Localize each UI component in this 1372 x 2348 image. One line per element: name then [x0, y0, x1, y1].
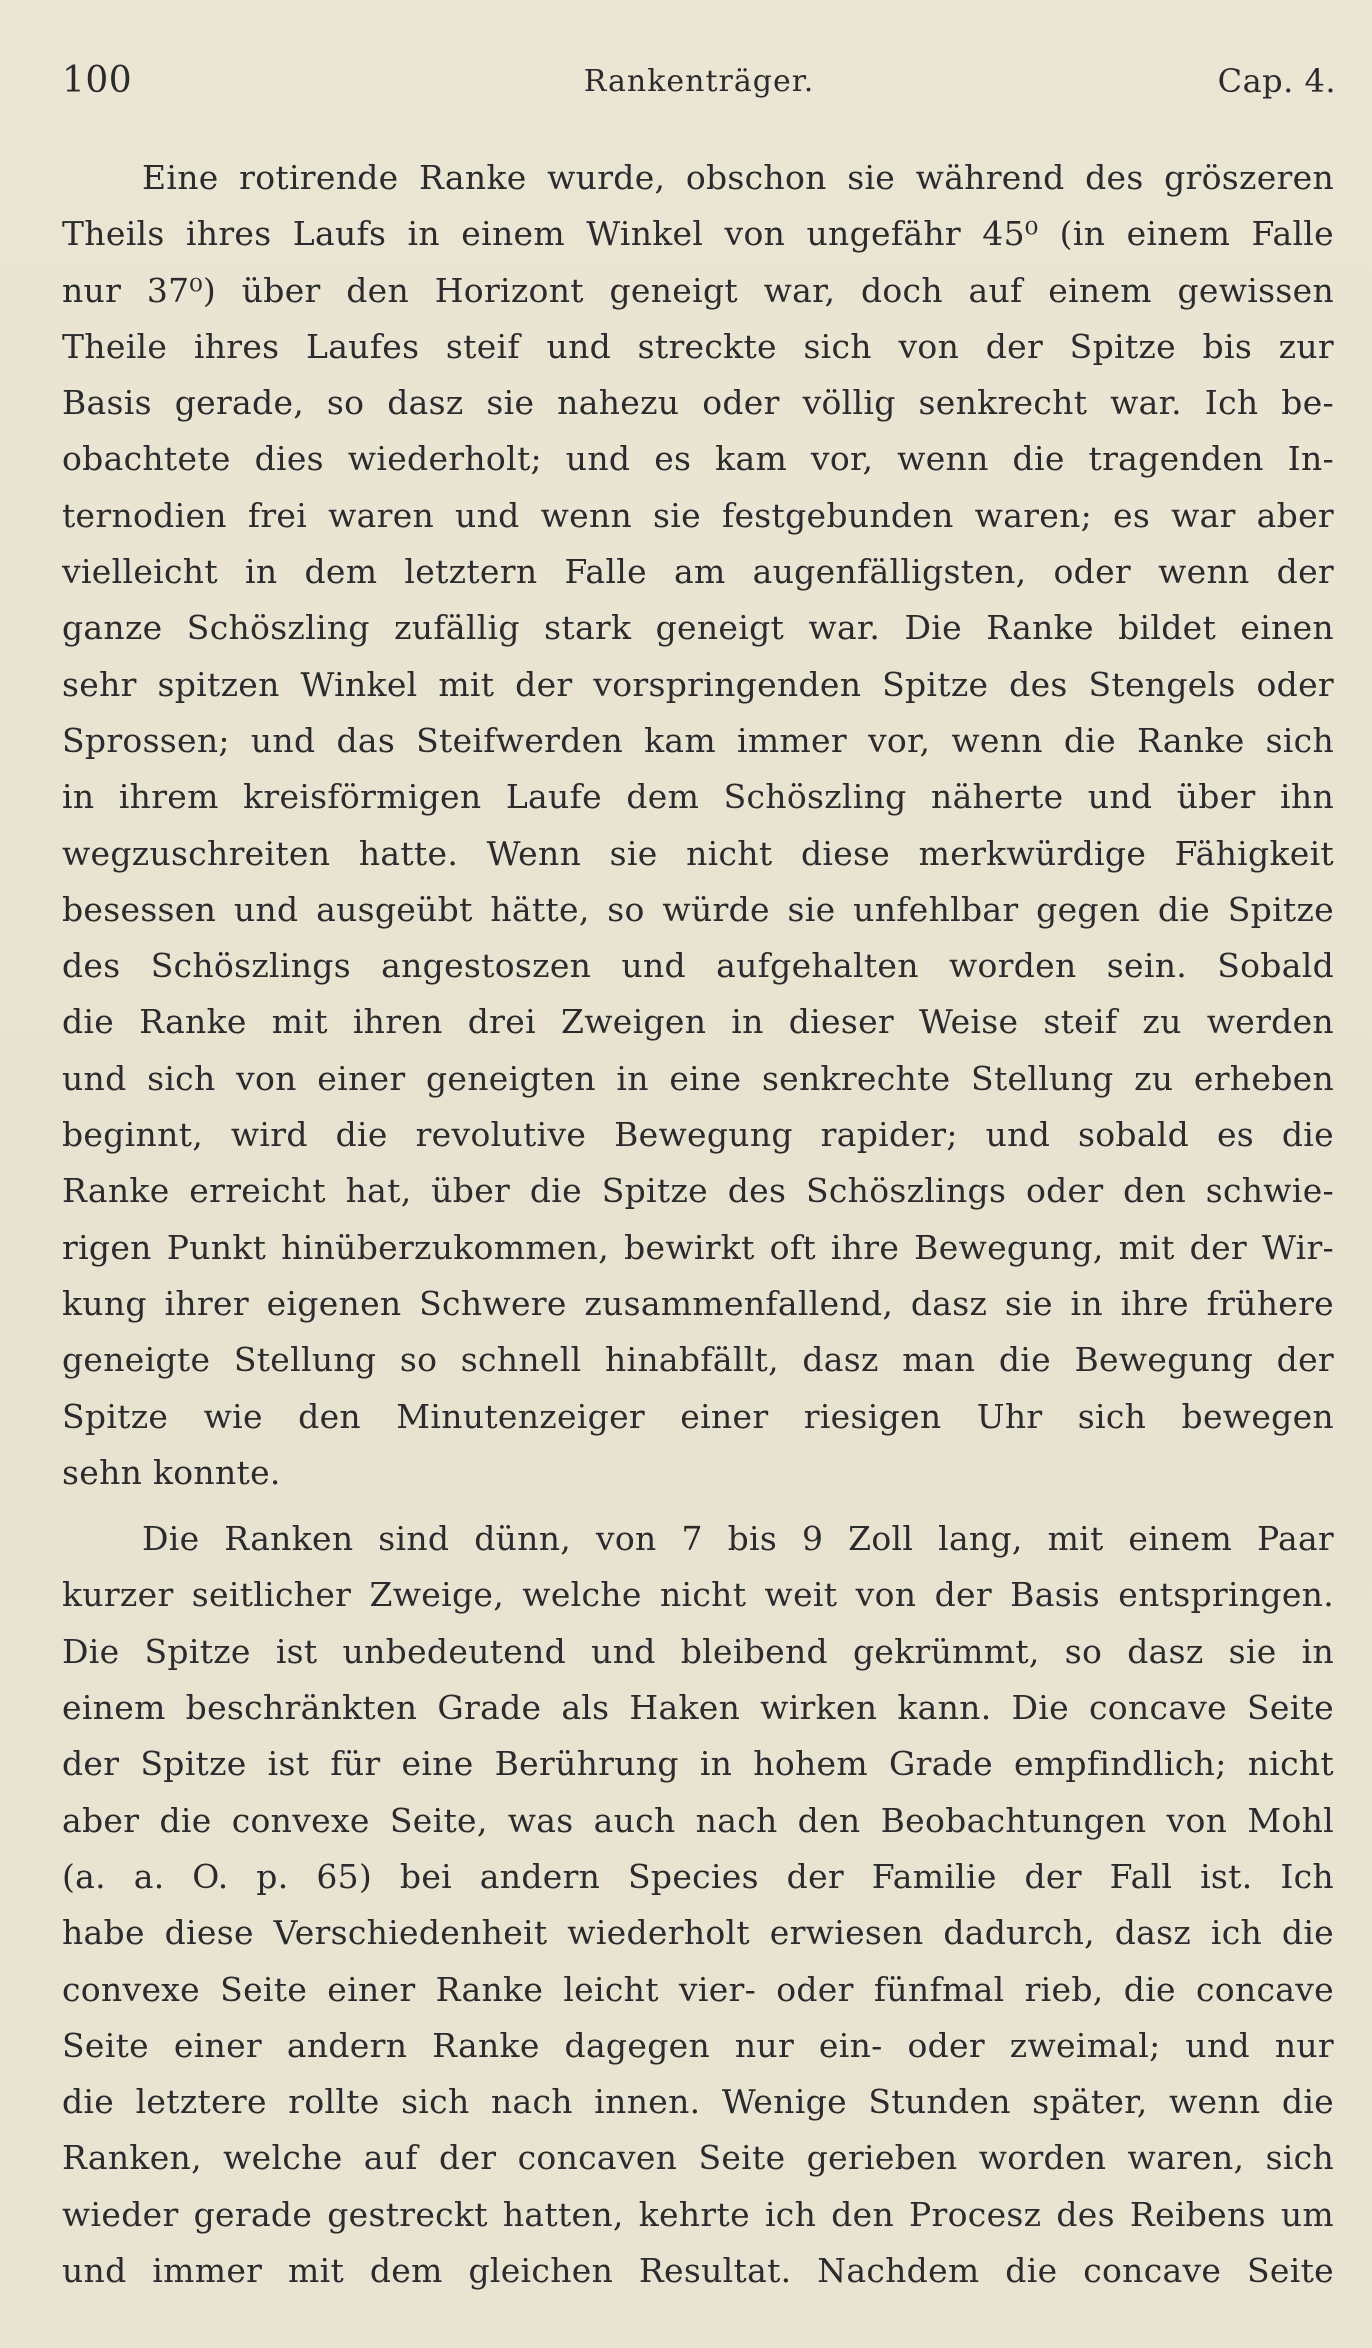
text-line: die Ranke mit ihren drei Zweigen in dieser Weise steif zu werden	[62, 1002, 1334, 1042]
text-line: Seite einer andern Ranke dagegen nur ein- oder zweimal; und nur	[62, 2025, 1334, 2065]
text-line: (a. a. O. p. 65) bei andern Species der Familie der Fall ist. Ich	[62, 1856, 1334, 1896]
text-line: einem beschränkten Grade als Haken wirken kann. Die concave Seite	[62, 1688, 1334, 1728]
text-line: Ranken, welche auf der concaven Seite gerieben worden waren, sich	[62, 2138, 1334, 2178]
text-line: ganze Schöszling zufällig stark geneigt war. Die Ranke bildet einen	[62, 608, 1334, 648]
text-line: beginnt, wird die revolutive Bewegung rapider; und sobald es die	[62, 1115, 1334, 1155]
text-line: ternodien frei waren und wenn sie festgebunden waren; es war aber	[62, 495, 1334, 535]
text-line: Basis gerade, so dasz sie nahezu oder völlig senkrecht war. Ich be-	[62, 383, 1334, 423]
text-line: kurzer seitlicher Zweige, welche nicht weit von der Basis entspringen.	[62, 1575, 1334, 1615]
text-line: rigen Punkt hinüberzukommen, bewirkt oft ihre Bewegung, mit der Wir-	[62, 1227, 1334, 1267]
paragraph-2	[62, 1511, 1334, 2299]
text-line: obachtete dies wiederholt; und es kam vor, wenn die tragenden In-	[62, 439, 1334, 479]
text-line: der Spitze ist für eine Berührung in hohem Grade empfindlich; nicht	[62, 1744, 1334, 1784]
paragraph-1	[62, 150, 1334, 1501]
text-line: wegzuschreiten hatte. Wenn sie nicht diese merkwürdige Fähigkeit	[62, 833, 1334, 873]
text-line: in ihrem kreisförmigen Laufe dem Schöszling näherte und über ihn	[62, 777, 1334, 817]
text-line: wieder gerade gestreckt hatten, kehrte ich den Procesz des Reibens um	[62, 2194, 1334, 2234]
text-line: und sich von einer geneigten in eine senkrechte Stellung zu erheben	[62, 1058, 1334, 1098]
text-line: Die Spitze ist unbedeutend und bleibend gekrümmt, so dasz sie in	[62, 1631, 1334, 1671]
text-line: Theile ihres Laufes steif und streckte sich von der Spitze bis zur	[62, 326, 1334, 366]
text-line: nur 37⁰) über den Horizont geneigt war, doch auf einem gewissen	[62, 270, 1334, 310]
running-title: Rankenträger.	[583, 64, 815, 99]
text-line: habe diese Verschiedenheit wiederholt erwiesen dadurch, dasz ich die	[62, 1913, 1334, 1953]
text-line: Eine rotirende Ranke wurde, obschon sie während des gröszeren	[142, 158, 1334, 197]
text-line: geneigte Stellung so schnell hinabfällt, dasz man die Bewegung der	[62, 1340, 1334, 1380]
text-line: kung ihrer eigenen Schwere zusammenfallend, dasz sie in ihre frühere	[62, 1283, 1334, 1323]
text-line: Sprossen; und das Steifwerden kam immer vor, wenn die Ranke sich	[62, 720, 1334, 760]
text-line: convexe Seite einer Ranke leicht vier- oder fünfmal rieb, die concave	[62, 1969, 1334, 2009]
chapter-label: Cap. 4.	[1217, 62, 1336, 100]
text-line: vielleicht in dem letztern Falle am augenfälligsten, oder wenn der	[62, 552, 1334, 592]
text-line: Spitze wie den Minutenzeiger einer riesigen Uhr sich bewegen	[62, 1396, 1334, 1436]
page-header	[62, 60, 1336, 110]
text-line: Theils ihres Laufs in einem Winkel von ungefähr 45⁰ (in einem Falle	[62, 214, 1334, 254]
text-line: die letztere rollte sich nach innen. Wenige Stunden später, wenn die	[62, 2082, 1334, 2122]
text-line: Die Ranken sind dünn, von 7 bis 9 Zoll lang, mit einem Paar	[142, 1519, 1334, 1559]
text-line: aber die convexe Seite, was auch nach den Beobachtungen von Mohl	[62, 1800, 1334, 1840]
text-line: besessen und ausgeübt hätte, so würde sie unfehlbar gegen die Spitze	[62, 889, 1334, 929]
text-line: Ranke erreicht hat, über die Spitze des Schöszlings oder den schwie-	[62, 1171, 1334, 1211]
text-line: und immer mit dem gleichen Resultat. Nachdem die concave Seite	[62, 2250, 1334, 2290]
page-number: 100	[62, 60, 133, 101]
body-text	[62, 150, 1334, 2299]
text-line: sehr spitzen Winkel mit der vorspringenden Spitze des Stengels oder	[62, 664, 1334, 704]
text-line: sehn konnte.	[62, 1452, 281, 1492]
text-line: des Schöszlings angestoszen und aufgehalten worden sein. Sobald	[62, 946, 1334, 986]
